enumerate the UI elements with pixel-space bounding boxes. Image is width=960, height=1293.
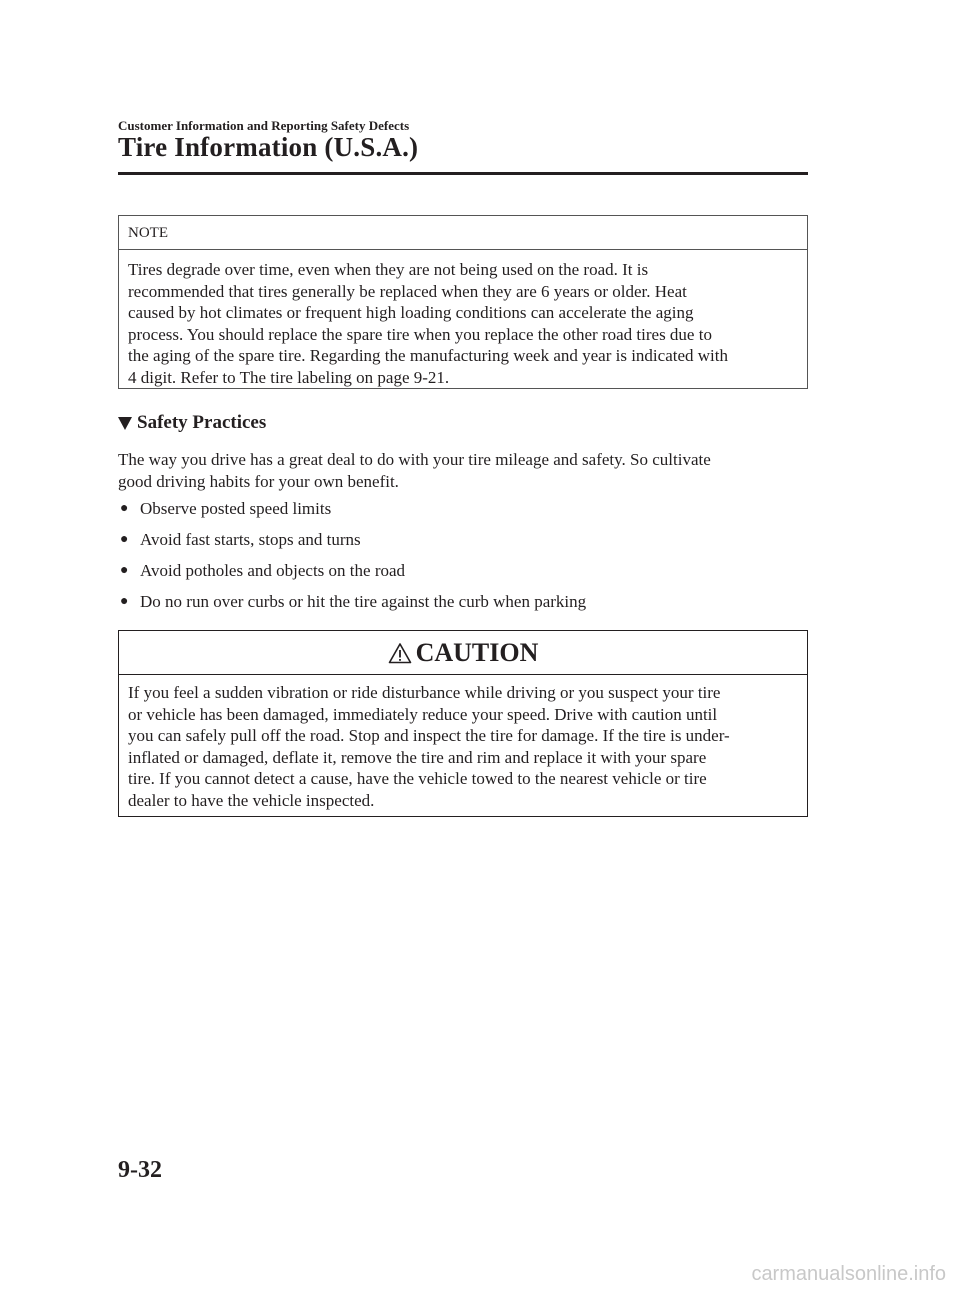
- note-line: process. You should replace the spare tire when you replace the other road tires due to: [128, 324, 712, 344]
- list-item-text: Avoid fast starts, stops and turns: [140, 530, 361, 549]
- caution-line: dealer to have the vehicle inspected.: [128, 790, 375, 810]
- section-heading: [118, 412, 266, 434]
- header-divider: [118, 172, 808, 175]
- warning-triangle-icon: [388, 642, 412, 664]
- watermark: carmanualsonline.info: [751, 1263, 946, 1285]
- note-line: the aging of the spare tire. Regarding the manufacturing week and year is indicated with: [128, 346, 728, 365]
- caution-line: or vehicle has been damaged, immediately reduce your speed. Drive with caution until: [128, 704, 718, 724]
- note-label: NOTE: [119, 216, 807, 250]
- caution-line: tire. If you cannot detect a cause, have the vehicle towed to the nearest vehicle or tire: [128, 769, 707, 788]
- page-title: Tire Information (U.S.A.): [118, 132, 419, 162]
- triangle-marker-icon: [118, 417, 132, 430]
- list-item-text: Observe posted speed limits: [140, 499, 332, 518]
- caution-line: you can safely pull off the road. Stop and inspect the tire for damage. If the tire is under-: [128, 726, 730, 745]
- list-item: [120, 530, 810, 561]
- bullet-icon: ●: [120, 501, 129, 516]
- note-line: 4 digit. Refer to The tire labeling on page 9-21.: [128, 367, 450, 387]
- section-heading-text: Safety Practices: [137, 412, 267, 433]
- intro-line: good driving habits for your own benefit.: [118, 471, 399, 491]
- list-item: [120, 592, 810, 623]
- note-line: caused by hot climates or frequent high loading conditions can accelerate the aging: [128, 303, 694, 322]
- caution-label: CAUTION: [415, 637, 539, 667]
- bullet-list: [120, 499, 810, 623]
- list-item-text: Avoid potholes and objects on the road: [140, 561, 406, 580]
- caution-line: If you feel a sudden vibration or ride disturbance while driving or you suspect your tire: [128, 683, 721, 702]
- caution-header: [119, 631, 807, 675]
- list-item-text: Do no run over curbs or hit the tire against the curb when parking: [140, 592, 587, 611]
- bullet-icon: ●: [120, 532, 129, 547]
- list-item: [120, 499, 810, 530]
- bullet-icon: ●: [120, 563, 129, 578]
- intro-paragraph: [118, 449, 808, 492]
- caution-text: [119, 675, 807, 811]
- note-box: [118, 215, 808, 389]
- caution-line: inflated or damaged, deflate it, remove the tire and rim and replace it with your spare: [128, 747, 707, 767]
- note-text: [119, 250, 807, 388]
- note-line: Tires degrade over time, even when they are not being used on the road. It is: [128, 260, 649, 279]
- intro-line: The way you drive has a great deal to do with your tire mileage and safety. So cultivate: [118, 450, 711, 469]
- section-label: Customer Information and Reporting Safety Defects: [118, 118, 410, 133]
- page-number: 9-32: [118, 1157, 162, 1183]
- note-line: recommended that tires generally be replaced when they are 6 years or older. Heat: [128, 281, 687, 301]
- bullet-icon: ●: [120, 594, 129, 609]
- list-item: [120, 561, 810, 592]
- caution-box: [118, 630, 808, 817]
